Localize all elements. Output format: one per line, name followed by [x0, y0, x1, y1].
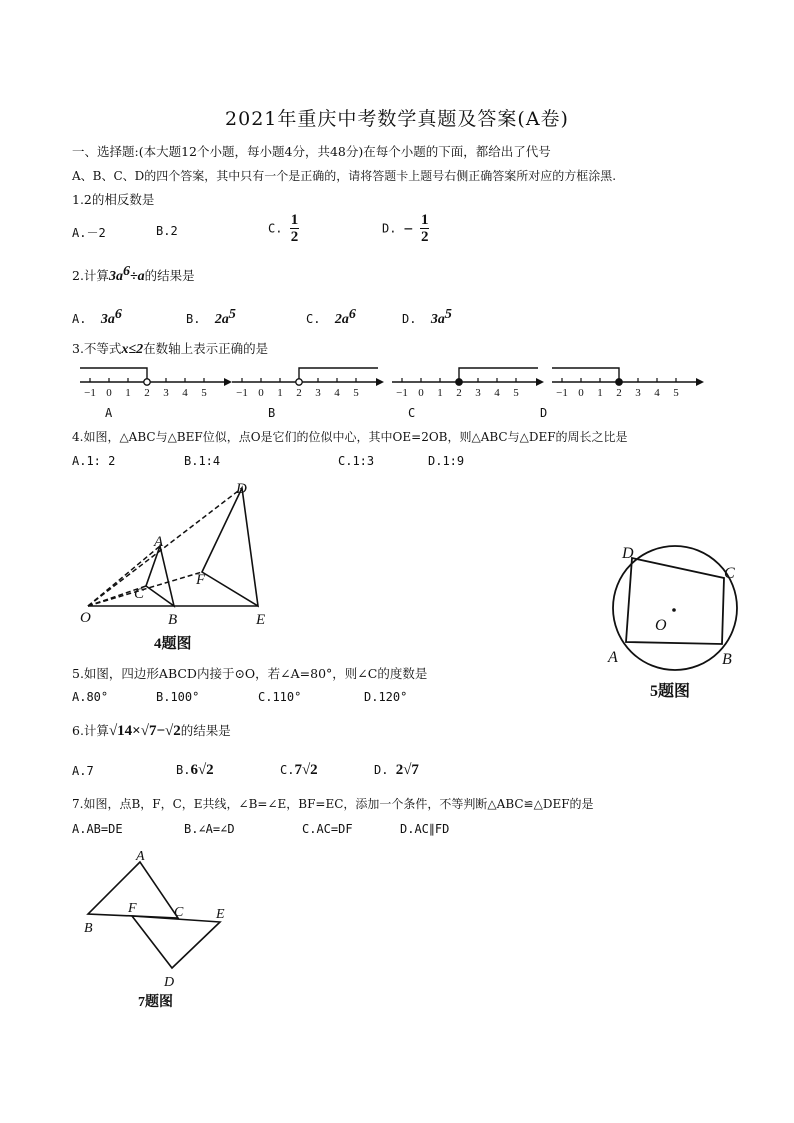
tick-label: 5	[513, 387, 519, 399]
axis-arrow	[536, 378, 544, 386]
axis-arrow	[224, 378, 232, 386]
q6-stem: 6.计算√14×√7−√2的结果是	[72, 723, 231, 739]
tick-label: 3	[163, 387, 169, 399]
q5-option-d: D.120°	[364, 690, 408, 704]
page-title: 2021年重庆中考数学真题及答案(A卷)	[225, 108, 569, 130]
section-instructions-line1: 一、选择题:(本大题12个小题，每小题4分，共48分)在每个小题的下面，都给出了代号	[72, 144, 551, 159]
point-e-label: E	[216, 907, 225, 922]
tick-label: −1	[396, 387, 408, 399]
tick-label: 0	[578, 387, 584, 399]
quadrilateral-abcd	[626, 558, 724, 644]
number-line-option-a	[80, 368, 232, 399]
q2-option-a: A. $3a^6$	[72, 307, 122, 327]
q3-number-lines	[72, 360, 722, 422]
q4-option-c: C.1:3	[338, 454, 375, 468]
point-b-label: B	[722, 651, 732, 668]
point-o-label: O	[80, 610, 91, 626]
open-dot	[144, 379, 150, 385]
number-line-option-c	[392, 368, 544, 399]
q5-option-a: A.80°	[72, 690, 109, 704]
q2-option-c: C. $2a^6$	[306, 307, 356, 327]
q7-option-b: B.∠A=∠D	[184, 822, 235, 836]
figure-4-caption: 4题图	[154, 636, 192, 652]
q5-stem: 5.如图，四边形ABCD内接于⊙O，若∠A=80°，则∠C的度数是	[72, 666, 428, 681]
point-c-label: C	[174, 905, 184, 920]
point-a-label: A	[608, 649, 618, 666]
q3-label-b: B	[268, 406, 276, 420]
tick-label: 3	[315, 387, 321, 399]
q2-option-b: B. $2a^5$	[186, 307, 236, 327]
tick-label: 1	[277, 387, 283, 399]
q6-option-d: D. 2√7	[374, 762, 419, 778]
q3-stem: 3.不等式x≤2在数轴上表示正确的是	[72, 341, 269, 357]
point-b-label: B	[84, 921, 93, 936]
point-d-label: D	[236, 481, 247, 497]
figure-5	[600, 538, 750, 704]
point-d-label: D	[164, 975, 175, 990]
axis-arrow	[696, 378, 704, 386]
triangle-def	[132, 916, 220, 968]
closed-dot	[456, 379, 462, 385]
tick-label: 2	[456, 387, 462, 399]
tick-label: 0	[258, 387, 264, 399]
point-a-label: A	[154, 534, 164, 550]
q3-label-d: D	[540, 406, 548, 420]
q4-stem: 4.如图，△ABC与△BEF位似，点O是它们的位似中心，其中OE=2OB，则△ABC与△DEF的周长之比是	[72, 430, 628, 444]
tick-label: −1	[236, 387, 248, 399]
open-dot	[296, 379, 302, 385]
section-instructions-line2: A、B、C、D的四个答案，其中只有一个是正确的，请将答题卡上题号右侧正确答案所对应的方框涂黑.	[72, 169, 617, 183]
tick-label: 2	[296, 387, 302, 399]
q1-option-d: D. − $\frac{1}{2}$	[382, 212, 429, 245]
point-c-label: C	[724, 565, 735, 582]
q1-option-c: C. $\frac{1}{2}$	[268, 212, 299, 245]
q1-option-a: A.－2	[72, 226, 106, 240]
tick-label: 4	[494, 387, 500, 399]
tick-label: 5	[353, 387, 359, 399]
point-o-label: O	[655, 617, 667, 634]
q5-option-b: B.100°	[156, 690, 200, 704]
tick-label: 2	[616, 387, 622, 399]
tick-label: 0	[106, 387, 112, 399]
solution-ray	[459, 368, 538, 382]
q6-option-b: B.6√2	[176, 762, 214, 778]
tick-label: 4	[334, 387, 340, 399]
tick-label: 4	[654, 387, 660, 399]
figure-7	[78, 842, 248, 1014]
q7-option-d: D.AC∥FD	[400, 822, 450, 836]
q5-option-c: C.110°	[258, 690, 302, 704]
tick-label: 1	[597, 387, 603, 399]
point-a-label: A	[136, 849, 145, 864]
center-o-dot	[672, 608, 676, 612]
q2-stem: 2.计算$3a^6\div a$的结果是	[72, 264, 195, 285]
figure-7-caption: 7题图	[138, 995, 173, 1010]
q7-stem: 7.如图，点B，F，C，E共线，∠B=∠E，BF=EC，添加一个条件，不等判断△ABC≌△DEF的是	[72, 797, 594, 811]
point-b-label: B	[168, 612, 178, 628]
tick-label: 2	[144, 387, 150, 399]
tick-label: −1	[84, 387, 96, 399]
tick-label: −1	[556, 387, 568, 399]
number-line-option-b	[232, 368, 384, 399]
point-f-label: F	[196, 572, 206, 588]
q2-option-d: D. $3a^5$	[402, 307, 452, 327]
axis-arrow	[376, 378, 384, 386]
tick-label: 1	[125, 387, 131, 399]
tick-label: 5	[201, 387, 207, 399]
point-e-label: E	[256, 612, 266, 628]
q3-label-a: A	[105, 406, 113, 420]
q7-option-a: A.AB=DE	[72, 822, 123, 836]
figure-5-caption: 5题图	[650, 683, 691, 700]
point-f-label: F	[128, 901, 137, 916]
tick-label: 1	[437, 387, 443, 399]
q7-option-c: C.AC=DF	[302, 822, 353, 836]
point-d-label: D	[622, 545, 634, 562]
closed-dot	[616, 379, 622, 385]
q3-label-c: C	[408, 406, 416, 420]
q6-option-a: A.7	[72, 764, 94, 778]
q4-option-d: D.1:9	[428, 454, 465, 468]
solution-ray	[299, 368, 378, 382]
q1-stem: 1.2的相反数是	[72, 192, 155, 207]
tick-label: 0	[418, 387, 424, 399]
tick-label: 3	[475, 387, 481, 399]
point-c-label: C	[134, 586, 145, 602]
figure-4	[72, 476, 292, 656]
q6-option-c: C.7√2	[280, 762, 318, 778]
q4-option-a: A.1: 2	[72, 454, 116, 468]
q4-option-b: B.1:4	[184, 454, 221, 468]
tick-label: 4	[182, 387, 188, 399]
triangle-def	[202, 488, 258, 606]
q1-option-b: B.2	[156, 224, 178, 238]
tick-label: 3	[635, 387, 641, 399]
tick-label: 5	[673, 387, 679, 399]
number-line-option-d	[552, 368, 704, 399]
